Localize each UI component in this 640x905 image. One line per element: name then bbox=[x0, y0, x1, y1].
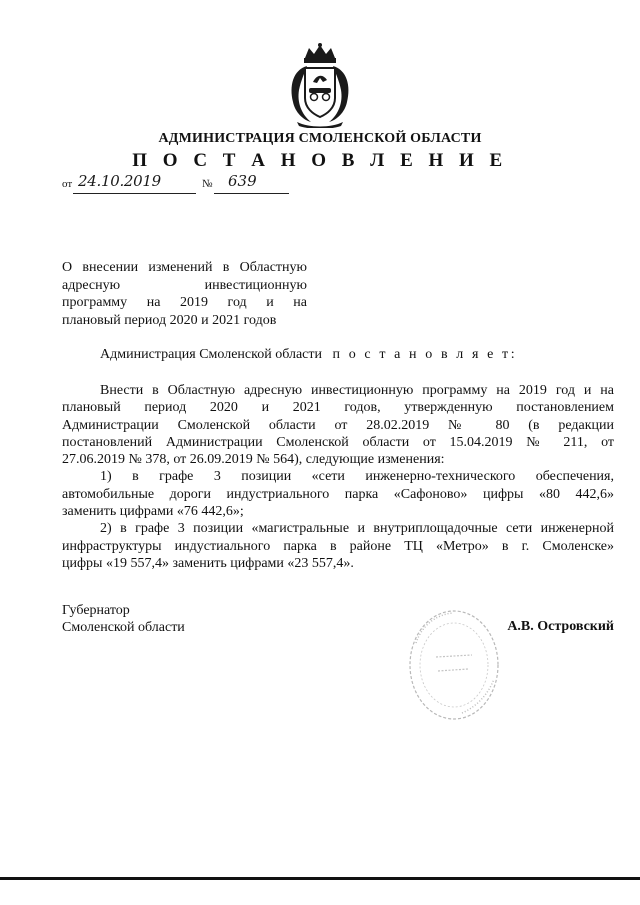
body-line: Администрации Смоленской области от 28.02.2019 № 80 (в редакции bbox=[62, 417, 614, 433]
resolution-body bbox=[62, 382, 614, 572]
intro-paragraph bbox=[100, 346, 517, 363]
body-line: автомобильные дороги индустриального парка «Сафоново» цифры «80 442,6» bbox=[62, 486, 614, 502]
handwritten-number: 639 bbox=[228, 172, 257, 190]
document-subject bbox=[62, 259, 307, 329]
coat-of-arms-emblem bbox=[287, 42, 353, 128]
number-prefix: № bbox=[202, 178, 213, 190]
intro-text: Администрация Смоленской области bbox=[100, 347, 323, 362]
date-underline bbox=[73, 193, 196, 194]
organization-name: АДМИНИСТРАЦИЯ СМОЛЕНСКОЙ ОБЛАСТИ bbox=[158, 131, 482, 146]
body-line: цифры «19 557,4» заменить цифрами «23 557,4». bbox=[62, 555, 354, 571]
signatory-position-line: Смоленской области bbox=[62, 620, 185, 635]
handwritten-date: 24.10.2019 bbox=[78, 172, 161, 190]
subject-line: О внесении изменений в Областную bbox=[62, 260, 307, 275]
body-line: постановлений Администрации Смоленской области от 15.04.2019 № 211, от bbox=[62, 434, 614, 450]
body-line: заменить цифрами «76 442,6»; bbox=[62, 504, 244, 520]
date-prefix: от bbox=[62, 178, 73, 190]
subject-line: плановый период 2020 и 2021 годов bbox=[62, 312, 277, 328]
body-line: инфраструктуры индустиального парка в районе ТЦ «Метро» в г. Смоленске» bbox=[62, 538, 614, 554]
subject-line: адресную инвестиционную bbox=[62, 277, 307, 293]
document-type-title: П О С Т А Н О В Л Е Н И Е bbox=[132, 150, 508, 171]
intro-action: п о с т а н о в л я е т: bbox=[332, 347, 518, 362]
official-stamp bbox=[402, 603, 500, 721]
body-line: плановый период 2020 и 2021 годов, утвержденную постановлением bbox=[62, 400, 614, 416]
signatory-name: А.В. Островский bbox=[507, 619, 614, 634]
body-line: Внести в Областную адресную инвестиционную программу на 2019 год и на bbox=[100, 383, 614, 398]
signatory-position-line: Губернатор bbox=[62, 603, 130, 618]
body-line: 2) в графе 3 позиции «магистральные и внутриплощадочные сети инженерной bbox=[100, 521, 614, 537]
body-line: 27.06.2019 № 378, от 26.09.2019 № 564), следующие изменения: bbox=[62, 452, 445, 468]
signatory-position bbox=[62, 602, 185, 636]
subject-line: программу на 2019 год и на bbox=[62, 295, 307, 310]
body-line: 1) в графе 3 позиции «сети инженерно-технического обеспечения, bbox=[100, 469, 614, 485]
page-bottom-border bbox=[0, 877, 640, 880]
number-underline bbox=[214, 193, 289, 194]
